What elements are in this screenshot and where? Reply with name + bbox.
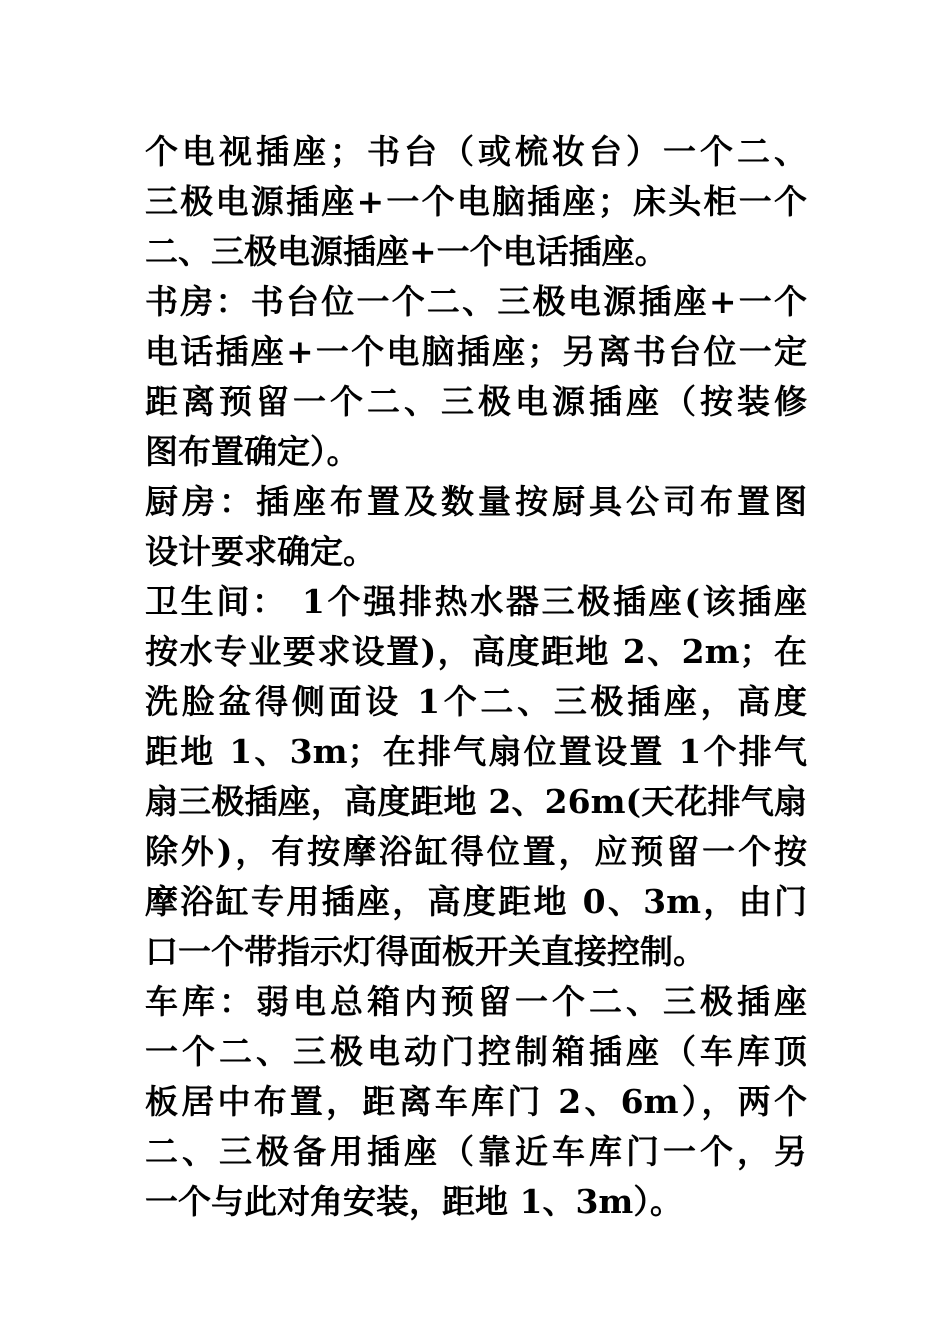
text-line: 书房：书台位一个二、三极电源插座+一个 xyxy=(145,282,807,321)
text-line: 设计要求确定。 xyxy=(145,532,376,571)
text-line: 三极电源插座+一个电脑插座；床头柜一个 xyxy=(145,182,807,221)
text-line: 图布置确定）。 xyxy=(145,432,360,471)
text-line: 车库：弱电总箱内预留一个二、三极插座 xyxy=(145,982,807,1021)
text-line: 口一个带指示灯得面板开关直接控制。 xyxy=(145,932,706,971)
document-body xyxy=(145,127,807,1227)
text-line: 厨房：插座布置及数量按厨具公司布置图 xyxy=(145,482,807,521)
text-line: 卫生间： 1个强排热水器三极插座(该插座 xyxy=(145,582,807,621)
text-line: 二、三极备用插座（靠近车库门一个，另 xyxy=(145,1132,807,1171)
text-line: 除外)，有按摩浴缸得位置，应预留一个按 xyxy=(145,832,807,871)
text-line: 摩浴缸专用插座，高度距地 0、3m，由门 xyxy=(145,882,807,921)
text-line: 洗脸盆得侧面设 1个二、三极插座，高度 xyxy=(145,682,807,721)
text-line: 距离预留一个二、三极电源插座（按装修 xyxy=(145,382,807,421)
text-line: 个电视插座；书台（或梳妆台）一个二、 xyxy=(145,132,807,171)
text-line: 板居中布置，距离车库门 2、6m），两个 xyxy=(145,1082,807,1121)
text-line: 按水专业要求设置)，高度距地 2、2m；在 xyxy=(145,632,807,671)
text-line: 电话插座+一个电脑插座；另离书台位一定 xyxy=(145,332,807,371)
text-line: 一个与此对角安装，距地 1、3m）。 xyxy=(145,1182,683,1221)
text-line: 二、三极电源插座+一个电话插座。 xyxy=(145,232,668,271)
text-line: 扇三极插座，高度距地 2、26m(天花排气扇 xyxy=(145,782,807,821)
text-line: 距地 1、3m；在排气扇位置设置 1个排气 xyxy=(145,732,807,771)
text-line: 一个二、三极电动门控制箱插座（车库顶 xyxy=(145,1032,807,1071)
